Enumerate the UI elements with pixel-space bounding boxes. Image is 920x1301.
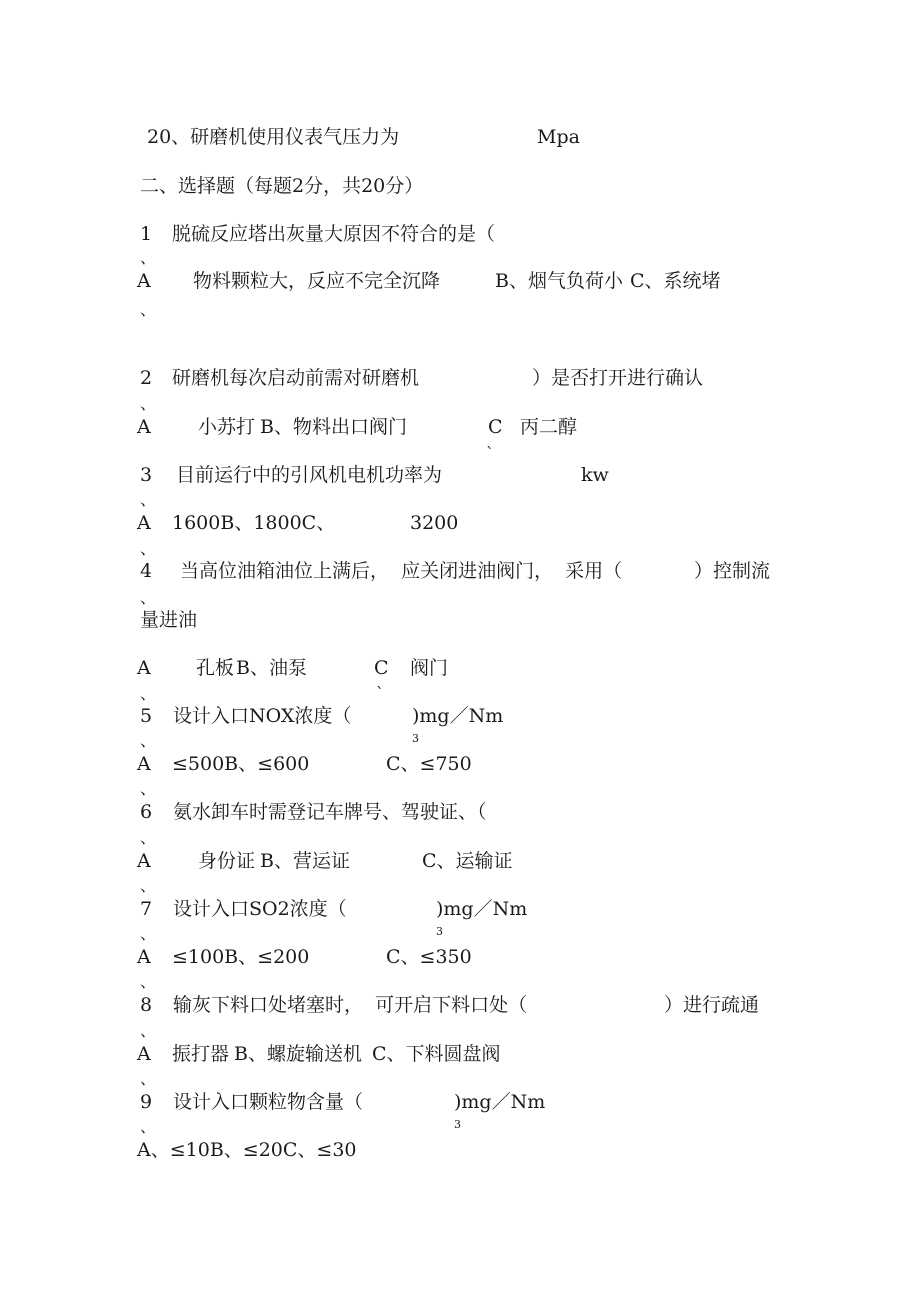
q2-text-tail: ）是否打开进行确认 xyxy=(532,367,704,389)
q5-backtick-mark: ` xyxy=(376,684,384,703)
q6-option-b: B、营运证 xyxy=(260,850,350,872)
q5-option-a-label: A xyxy=(137,753,151,775)
q6-option-a: 身份证 xyxy=(198,850,256,872)
q6-number-mark: 、 xyxy=(140,779,157,798)
q2-option-c: 丙二醇 xyxy=(520,416,578,438)
q2-option-b: B、物料出口阀门 xyxy=(260,416,407,438)
q5-option-a: ≤500B、≤600 xyxy=(172,753,310,775)
q1-number: 1 xyxy=(140,223,153,245)
q9-number-mark: 、 xyxy=(140,1069,157,1088)
q8-option-mark: 、 xyxy=(140,1021,157,1040)
q6-option-a-label: A xyxy=(137,850,151,872)
q9-number: 9 xyxy=(140,1091,153,1113)
q8-text: 输灰下料口处堵塞时， 可开启下料口处（ xyxy=(173,994,528,1016)
q8-text-tail: ）进行疏通 xyxy=(664,994,760,1016)
q4-option-b: B、油泵 xyxy=(236,657,307,679)
q9-text: 设计入口颗粒物含量（ xyxy=(173,1091,364,1113)
section-heading: 二、选择题（每题2分，共20分） xyxy=(140,175,424,197)
q20-unit: Mpa xyxy=(537,126,580,148)
q4-text: 当高位油箱油位上满后， 应关闭进油阀门， 采用（ xyxy=(180,560,623,582)
q5-option-mark: 、 xyxy=(140,731,157,750)
q3-option-c: 3200 xyxy=(410,512,459,534)
q5-superscript: 3 xyxy=(412,732,419,745)
q8-option-b: B、螺旋输送机 xyxy=(234,1043,362,1065)
q9-option-mark: 、 xyxy=(140,1117,157,1136)
q6-text: 氨水卸车时需登记车牌号、驾驶证、（ xyxy=(173,801,487,823)
q6-option-mark: 、 xyxy=(140,828,157,847)
q8-number: 8 xyxy=(140,994,153,1016)
q4-option-a-label: A xyxy=(137,657,151,679)
q9-superscript: 3 xyxy=(454,1118,461,1131)
q7-unit: )mg／Nm xyxy=(436,898,528,920)
q7-option-mark: 、 xyxy=(140,924,157,943)
q6-option-c: C、运输证 xyxy=(422,850,513,872)
q7-option-c: C、≤350 xyxy=(386,946,472,968)
q9-unit: )mg／Nm xyxy=(454,1091,546,1113)
q8-option-a-label: A xyxy=(137,1043,151,1065)
q1-option-mark: 、 xyxy=(140,248,157,267)
q1-option-a: 物料颗粒大，反应不完全沉降 xyxy=(193,270,441,292)
q8-option-c: C、下料圆盘阀 xyxy=(372,1043,501,1065)
q7-number: 7 xyxy=(140,898,153,920)
q4-wrap-mark: 、 xyxy=(140,588,157,607)
q7-option-a: ≤100B、≤200 xyxy=(172,946,310,968)
q2-option-mark: 、 xyxy=(140,394,157,413)
q7-text: 设计入口SO2浓度（ xyxy=(173,898,347,920)
q3-number: 3 xyxy=(140,464,153,486)
q5-number: 5 xyxy=(140,705,153,727)
q3-option-mark: 、 xyxy=(140,490,157,509)
q5-text: 设计入口NOX浓度（ xyxy=(173,705,352,727)
q4-number: 4 xyxy=(140,560,153,582)
q5-unit: )mg／Nm xyxy=(412,705,504,727)
q7-number-mark: 、 xyxy=(140,876,157,895)
q3-option-a: 1600B、1800C、 xyxy=(172,512,336,534)
q1-trailing-mark: 、 xyxy=(140,300,157,319)
q1-option-c: C、系统堵 xyxy=(630,270,721,292)
q3-option-a-label: A xyxy=(137,512,151,534)
q3-unit: kw xyxy=(581,464,609,486)
q1-text: 脱硫反应塔出灰量大原因不符合的是（ xyxy=(172,223,496,245)
q2-text: 研磨机每次启动前需对研磨机 xyxy=(172,367,420,389)
q4-option-c-label: C xyxy=(374,657,389,679)
q3-text: 目前运行中的引风机电机功率为 xyxy=(176,464,443,486)
q4-text-wrap: 量进油 xyxy=(140,609,198,631)
q4-option-a: 孔板 xyxy=(196,657,235,679)
q2-backtick-mark: ` xyxy=(486,444,494,463)
q4-option-c: 阀门 xyxy=(410,657,449,679)
q2-option-a: 小苏打 xyxy=(198,416,256,438)
q1-option-b: B、烟气负荷小 xyxy=(495,270,623,292)
q8-option-a: 振打器 xyxy=(172,1043,230,1065)
q20-text: 20、研磨机使用仪表气压力为 xyxy=(147,126,400,148)
q7-option-a-label: A xyxy=(137,946,151,968)
q7-superscript: 3 xyxy=(436,925,443,938)
q5-option-c: C、≤750 xyxy=(386,753,472,775)
q2-number: 2 xyxy=(140,367,153,389)
q4-number-mark: 、 xyxy=(140,539,157,558)
q1-option-a-label: A xyxy=(137,270,151,292)
q8-number-mark: 、 xyxy=(140,972,157,991)
q9-options: A、≤10B、≤20C、≤30 xyxy=(137,1139,357,1161)
q4-text-tail: ）控制流 xyxy=(694,560,771,582)
q5-number-mark: 、 xyxy=(140,684,157,703)
q6-number: 6 xyxy=(140,801,153,823)
q2-option-a-label: A xyxy=(137,416,151,438)
q2-option-c-label: C xyxy=(488,416,503,438)
